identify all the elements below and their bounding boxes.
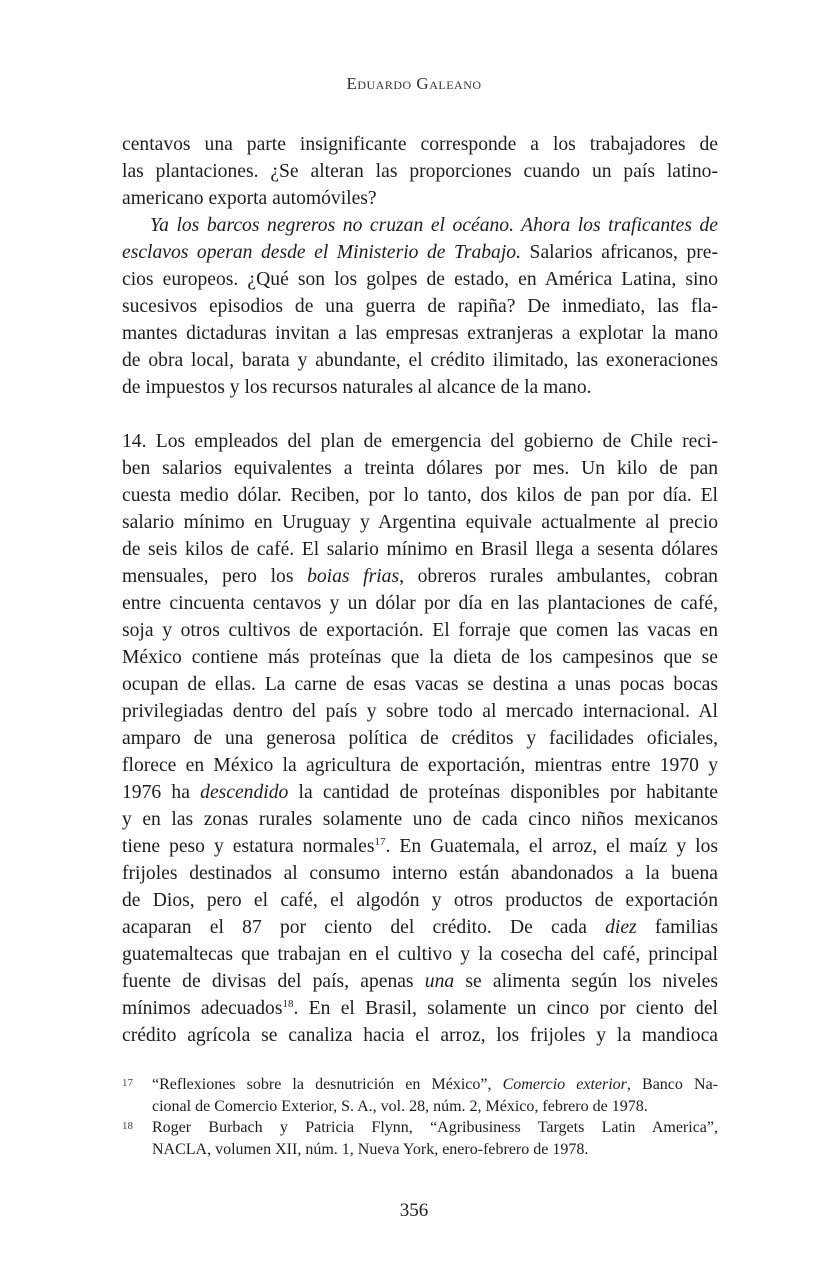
text-line <box>122 455 718 482</box>
text-line <box>122 806 718 833</box>
text-line <box>122 617 718 644</box>
text-line <box>122 941 718 968</box>
text-run: guatemaltecas que trabajan en el cultivo y la cosecha del café, principal <box>122 944 718 965</box>
text-line <box>122 158 718 185</box>
text-line <box>122 968 718 995</box>
text-run: Salarios africanos, pre- <box>521 242 718 263</box>
italic-text-run: boias frias <box>307 566 400 587</box>
text-run: ben salarios equivalentes a treinta dólares por mes. Un kilo de pan <box>122 458 718 479</box>
text-run: se alimenta según los niveles <box>454 971 718 992</box>
text-line <box>122 293 718 320</box>
text-line <box>122 131 718 158</box>
footnotes <box>122 1074 718 1160</box>
footnote-reference: 17 <box>374 836 386 848</box>
text-run: y en las zonas rurales solamente uno de cada cinco niños mexicanos <box>122 809 718 830</box>
text-line <box>122 320 718 347</box>
text-run: cuesta medio dólar. Reciben, por lo tanto, dos kilos de pan por día. El <box>122 485 718 506</box>
text-line <box>122 509 718 536</box>
text-line <box>122 239 718 266</box>
text-run: fuente de divisas del país, apenas <box>122 971 425 992</box>
text-run: ocupan de ellas. La carne de esas vacas se destina a unas pocas bocas <box>122 674 718 695</box>
italic-text-run: diez <box>605 917 637 938</box>
text-run: mínimos adecuados <box>122 998 283 1019</box>
paragraph <box>122 131 718 212</box>
text-run: la cantidad de proteínas disponibles por habitante <box>288 782 718 803</box>
text-run: “Reflexiones sobre la desnutrición en México”, <box>152 1076 503 1093</box>
text-line <box>152 1139 718 1161</box>
italic-text-run: Ya los barcos negreros no cruzan el océano. Ahora los traficantes de <box>150 215 718 236</box>
text-line <box>122 833 718 860</box>
text-line <box>122 779 718 806</box>
italic-text-run: una <box>424 971 455 992</box>
text-run: crédito agrícola se canaliza hacia el arroz, los frijoles y la mandioca <box>122 1025 718 1046</box>
footnote-reference: 18 <box>282 998 294 1010</box>
text-run: México contiene más proteínas que la dieta de los campesinos que se <box>122 647 718 668</box>
text-line <box>122 185 718 212</box>
text-line <box>122 590 718 617</box>
text-line <box>122 266 718 293</box>
text-run: centavos una parte insignificante corresponde a los trabajadores de <box>122 134 718 155</box>
text-run: de seis kilos de café. El salario mínimo en Brasil llega a sesenta dólares <box>122 539 718 560</box>
text-run: mensuales, pero los <box>122 566 308 587</box>
text-line <box>122 698 718 725</box>
text-line <box>122 725 718 752</box>
text-run: salario mínimo en Uruguay y Argentina equivale actualmente al precio <box>122 512 718 533</box>
text-run: privilegiadas dentro del país y sobre todo al mercado internacional. Al <box>122 701 718 722</box>
body-text <box>122 131 718 1049</box>
text-run: entre cincuenta centavos y un dólar por día en las plantaciones de café, <box>122 593 718 614</box>
text-run: . En Guatemala, el arroz, el maíz y los <box>385 836 718 857</box>
text-line <box>122 752 718 779</box>
italic-text-run: Comercio exterior <box>502 1076 627 1093</box>
text-run: , obreros rurales ambulantes, cobran <box>399 566 718 587</box>
footnote-number: 18 <box>122 1120 133 1132</box>
text-run: 1976 ha <box>122 782 201 803</box>
text-line <box>122 536 718 563</box>
text-run: soja y otros cultivos de exportación. El forraje que comen las vacas en <box>122 620 718 641</box>
text-run: las plantaciones. ¿Se alteran las proporciones cuando un país latino- <box>122 161 718 182</box>
text-line <box>122 914 718 941</box>
paragraph <box>122 428 718 1049</box>
text-line <box>122 428 718 455</box>
text-run: cional de Comercio Exterior, S. A., vol. 28, núm. 2, México, febrero de 1978. <box>152 1097 648 1115</box>
text-run: 14. Los empleados del plan de emergencia del gobierno de Chile reci- <box>122 431 718 452</box>
footnote <box>122 1074 718 1117</box>
text-run: de impuestos y los recursos naturales al alcance de la mano. <box>122 377 592 398</box>
text-line <box>122 887 718 914</box>
text-run: acaparan el 87 por ciento del crédito. De cada <box>122 917 606 938</box>
text-run: florece en México la agricultura de exportación, mientras entre 1970 y <box>122 755 718 776</box>
footnote-number: 17 <box>122 1077 133 1089</box>
text-line <box>122 860 718 887</box>
text-line <box>122 644 718 671</box>
text-line <box>122 347 718 374</box>
text-run: sucesivos episodios de una guerra de rapiña? De inmediato, las fla- <box>122 296 718 317</box>
text-line <box>122 995 718 1022</box>
text-line <box>152 1074 718 1096</box>
text-run: . En el Brasil, solamente un cinco por ciento del <box>293 998 718 1019</box>
text-line <box>122 374 718 401</box>
page-number: 356 <box>399 1200 429 1221</box>
text-run: NACLA, volumen XII, núm. 1, Nueva York, enero-febrero de 1978. <box>152 1140 589 1158</box>
text-run: mantes dictaduras invitan a las empresas extranjeras a explotar la mano <box>122 323 718 344</box>
text-run: , Banco Na- <box>626 1076 719 1093</box>
text-run: amparo de una generosa política de créditos y facilidades oficiales, <box>122 728 718 749</box>
text-line <box>152 1096 718 1118</box>
text-line <box>122 1022 718 1049</box>
text-run: familias <box>636 917 719 938</box>
text-line <box>122 563 718 590</box>
italic-text-run: esclavos operan desde el Ministerio de Trabajo. <box>122 242 521 263</box>
text-run: cios europeos. ¿Qué son los golpes de estado, en América Latina, sino <box>122 269 718 290</box>
text-line <box>122 482 718 509</box>
italic-text-run: descendido <box>200 782 289 803</box>
text-line <box>152 1117 718 1139</box>
text-run: frijoles destinados al consumo interno están abandonados a la buena <box>122 863 718 884</box>
text-run: Roger Burbach y Patricia Flynn, “Agribusiness Targets Latin America”, <box>152 1119 718 1136</box>
text-line <box>122 212 718 239</box>
text-run: de Dios, pero el café, el algodón y otros productos de exportación <box>122 890 718 911</box>
text-run: americano exporta automóviles? <box>122 188 377 209</box>
text-run: tiene peso y estatura normales <box>122 836 375 857</box>
footnote <box>122 1117 718 1160</box>
paragraph <box>122 212 718 401</box>
text-run: de obra local, barata y abundante, el crédito ilimitado, las exoneraciones <box>122 350 718 371</box>
text-line <box>122 671 718 698</box>
running-header: Eduardo Galeano <box>346 74 482 93</box>
